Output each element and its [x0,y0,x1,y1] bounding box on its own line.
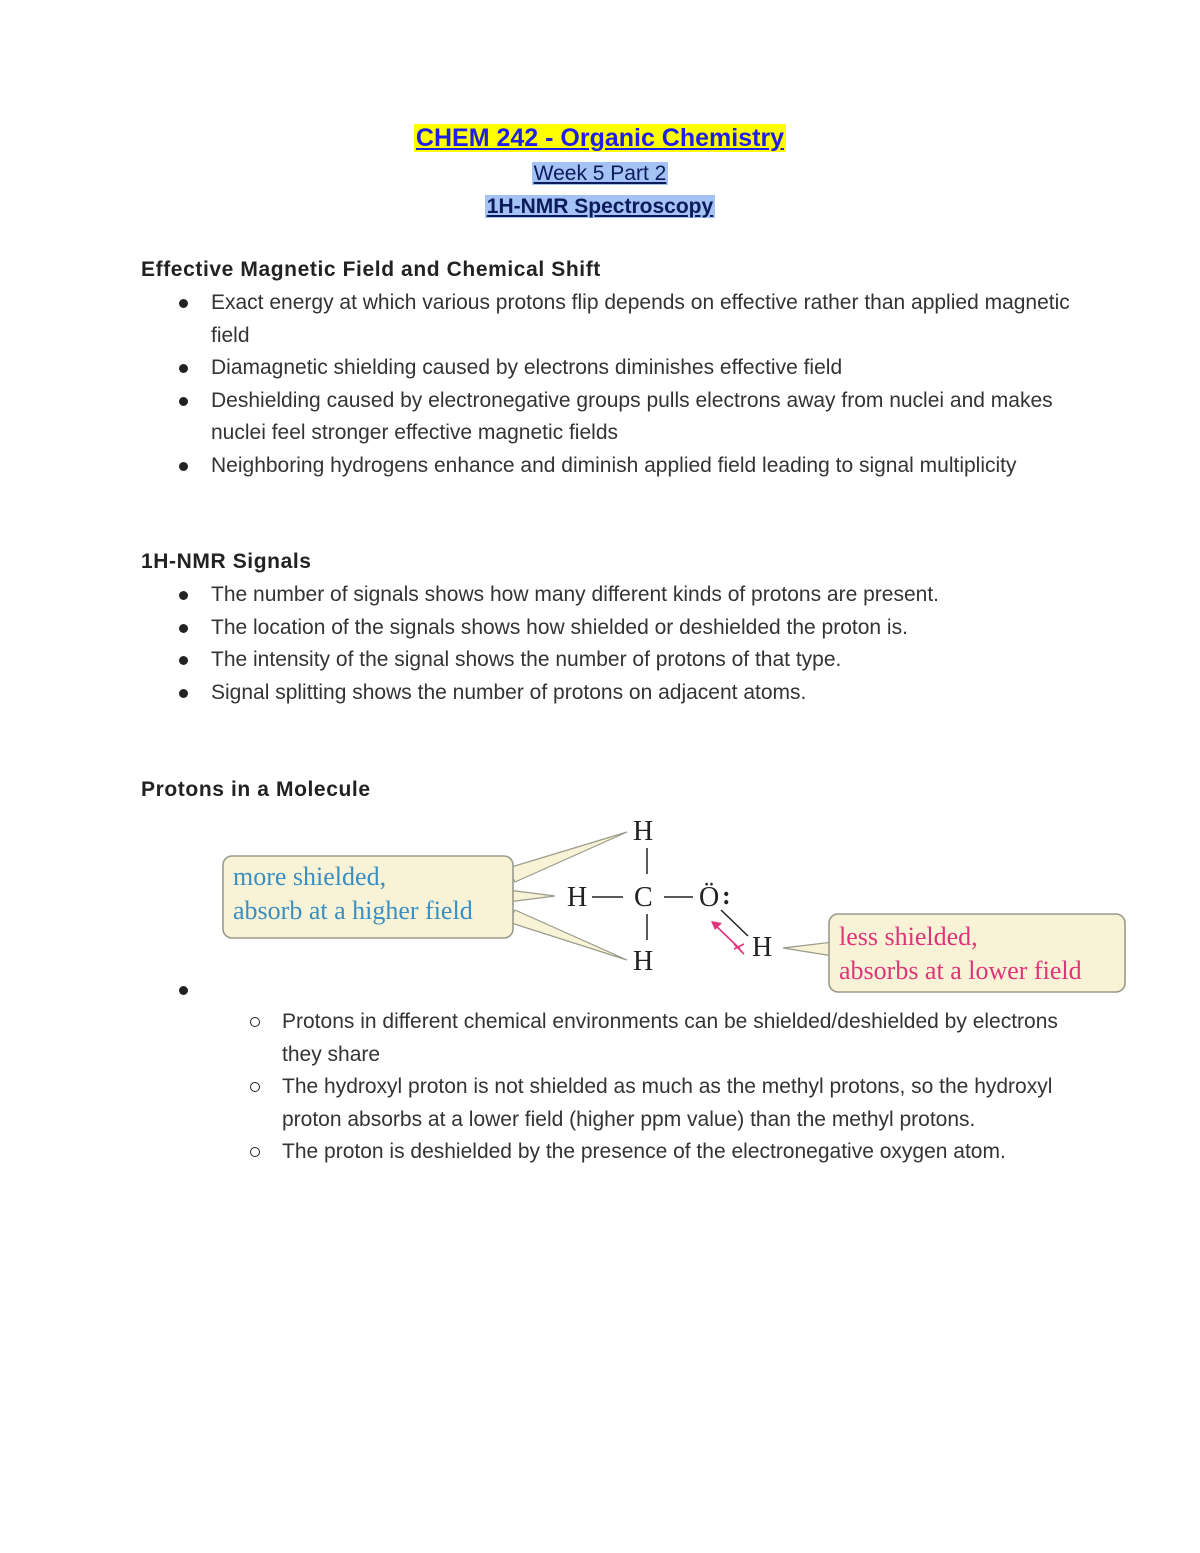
list-item: Neighboring hydrogens enhance and diminish applied field leading to signal multiplicity [141,450,1071,483]
list-item: Deshielding caused by electronegative groups pulls electrons away from nuclei and makes nuclei feel stronger effective magnetic fields [141,385,1071,450]
list-item: The location of the signals shows how shielded or deshielded the proton is. [141,612,1071,645]
section3-heading: Protons in a Molecule [141,778,371,801]
section1-heading: Effective Magnetic Field and Chemical Shift [141,258,601,281]
atom-c: C [634,882,653,913]
week-subtitle [0,160,1200,188]
section3-sublist [212,1006,1072,1169]
section1-list [141,287,1071,483]
right-callout-line1: less shielded, [839,922,978,951]
list-item: The hydroxyl proton is not shielded as much as the methyl protons, so the hydroxyl proton absorbs at a lower field (higher ppm value) than the methyl protons. [212,1071,1072,1136]
list-item: Diamagnetic shielding caused by electrons diminishes effective field [141,352,1071,385]
bullet-dot-icon [179,299,188,308]
bullet-dot-icon [179,624,188,633]
list-item: The number of signals shows how many different kinds of protons are present. [141,579,1071,612]
topic-subtitle-text: 1H-NMR Spectroscopy [486,195,714,218]
course-title [0,122,1200,154]
list-item: The intensity of the signal shows the number of protons of that type. [141,644,1071,677]
bullet-dot-icon [179,364,188,373]
list-item: Protons in different chemical environments can be shielded/deshielded by electrons they share [212,1006,1072,1071]
section2-heading: 1H-NMR Signals [141,550,312,573]
atom-o-lone-pair: : [722,881,731,910]
section2-list [141,579,1071,709]
atom-h-left: H [567,882,588,913]
bullet-ring-icon [250,1017,260,1027]
list-item: The proton is deshielded by the presence of the electronegative oxygen atom. [212,1136,1072,1169]
right-callout-pointer [783,942,833,956]
diagram-svg [215,810,1135,1000]
bullet-dot-icon [179,462,188,471]
bullet-dot-icon [179,591,188,600]
course-title-text: CHEM 242 - Organic Chemistry [415,124,785,152]
atom-o: Ö [699,882,720,913]
deshielding-arrow-tail [734,944,744,954]
bullet-dot-icon [179,397,188,406]
topic-subtitle [0,193,1200,221]
methanol-shielding-diagram [215,810,1135,1000]
bullet-dot-icon [179,986,188,995]
deshielding-arrow-head [711,921,722,930]
atom-h-bottom: H [633,946,654,977]
bullet-ring-icon [250,1082,260,1092]
right-callout-line2: absorbs at a lower field [839,956,1082,985]
left-callout-line1: more shielded, [233,862,387,891]
left-callout-line2: absorb at a higher field [233,896,473,925]
atom-h-hydroxyl: H [752,932,773,963]
list-item: Signal splitting shows the number of protons on adjacent atoms. [141,677,1071,710]
left-callout-pointer-bottom [508,910,627,960]
week-subtitle-text: Week 5 Part 2 [533,162,667,185]
left-callout-pointer-mid [508,890,555,902]
list-item: Exact energy at which various protons flip depends on effective rather than applied magnetic field [141,287,1071,352]
left-callout-pointer-top [508,832,627,882]
bullet-dot-icon [179,656,188,665]
bond-o-h [721,910,748,936]
atom-h-top: H [633,816,654,847]
bullet-dot-icon [179,689,188,698]
bullet-ring-icon [250,1147,260,1157]
